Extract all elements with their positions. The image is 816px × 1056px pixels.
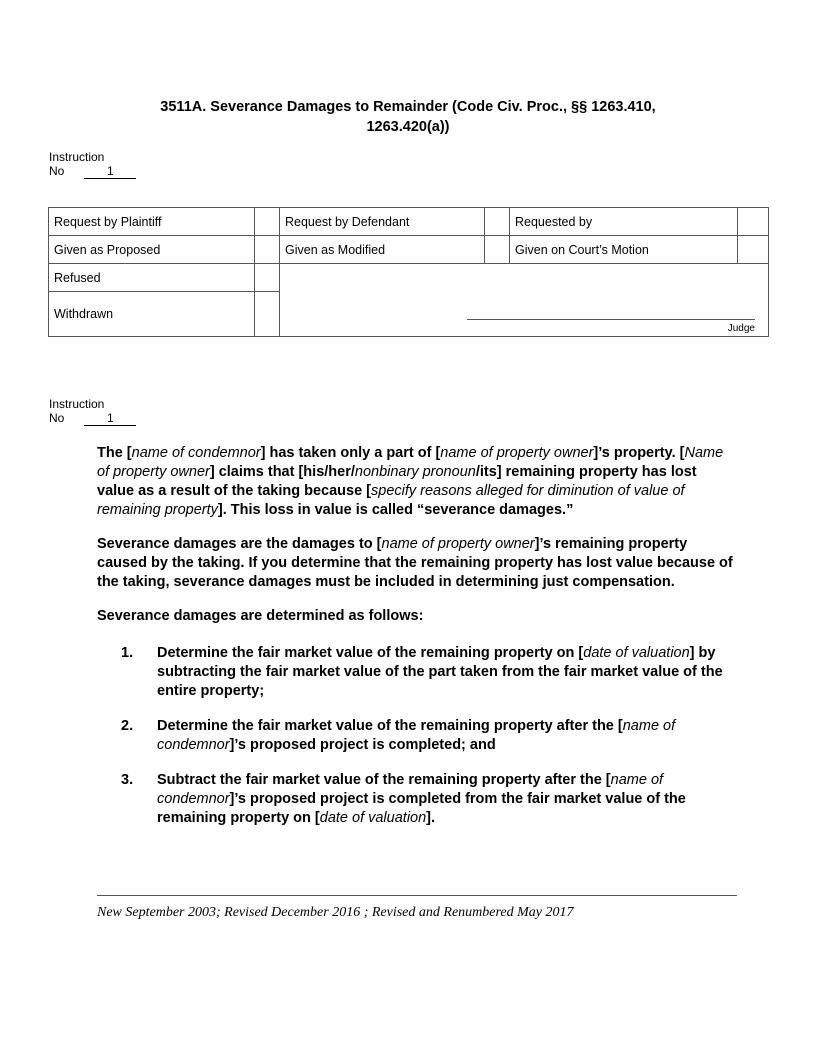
- request-by-plaintiff-label: Request by Plaintiff: [49, 208, 255, 236]
- given-on-courts-motion-checkbox[interactable]: [738, 236, 769, 264]
- paragraph-3: Severance damages are determined as follows:: [97, 608, 424, 624]
- instruction-label: Instruction: [49, 150, 105, 164]
- paragraph-1: The [name of condemnor] has taken only a part of [name of property owner]’s property. [Name of property owner] claims that [his/her/nonbinary pronoun/its] remaining property has lost value as a result of the taking because [specify reasons alleged for diminution of value of remaining property]. This loss in value is called “severance damages.”: [97, 445, 724, 518]
- refused-label: Refused: [49, 264, 255, 292]
- paragraph-2: Severance damages are the damages to [name of property owner]’s remaining property caused by the taking. If you determine that the remaining property has lost value because of the taking, severance damages must be included in determining just compensation.: [97, 536, 733, 590]
- list-item: 2. Determine the fair market value of the remaining property after the [name of condemnor]’s proposed project is completed; and: [121, 718, 676, 753]
- request-by-defendant-label: Request by Defendant: [280, 208, 485, 236]
- withdrawn-label: Withdrawn: [49, 292, 255, 337]
- refused-checkbox[interactable]: [255, 264, 280, 292]
- list-item: 1. Determine the fair market value of the remaining property on [date of valuation] by subtracting the fair market value of the part taken from the fair market value of the entire property;: [121, 645, 723, 699]
- given-as-proposed-label: Given as Proposed: [49, 236, 255, 264]
- given-as-modified-checkbox[interactable]: [485, 236, 510, 264]
- no-label: No: [49, 164, 65, 178]
- withdrawn-checkbox[interactable]: [255, 292, 280, 337]
- instruction-number-2: 1: [84, 412, 136, 426]
- given-on-courts-motion-label: Given on Court’s Motion: [510, 236, 738, 264]
- judge-label: Judge: [727, 323, 755, 334]
- instruction-body: [97, 444, 737, 844]
- instruction-number-block-top: [49, 150, 136, 179]
- request-by-plaintiff-checkbox[interactable]: [255, 208, 280, 236]
- title-line-1: 3511A. Severance Damages to Remainder (Code Civ. Proc., §§ 1263.410,: [160, 99, 656, 115]
- given-as-proposed-checkbox[interactable]: [255, 236, 280, 264]
- judge-signature-line[interactable]: [467, 319, 755, 320]
- instruction-number: 1: [84, 165, 136, 179]
- judge-signature-cell: [280, 264, 769, 337]
- request-table: [48, 207, 769, 337]
- given-as-modified-label: Given as Modified: [280, 236, 485, 264]
- requested-by-label: Requested by: [510, 208, 738, 236]
- instruction-number-block-bottom: [49, 397, 136, 426]
- request-by-defendant-checkbox[interactable]: [485, 208, 510, 236]
- footer-divider: [97, 895, 737, 896]
- instruction-label-2: Instruction: [49, 397, 105, 411]
- requested-by-checkbox[interactable]: [738, 208, 769, 236]
- no-label-2: No: [49, 411, 65, 425]
- list-item: 3. Subtract the fair market value of the remaining property after the [name of condemnor]’s proposed project is completed from the fair market value of the remaining property on [date of valuation].: [121, 772, 686, 826]
- page-title: [0, 97, 816, 137]
- revision-history: New September 2003; Revised December 2016 ; Revised and Renumbered May 2017: [97, 905, 574, 920]
- title-line-2: 1263.420(a)): [366, 119, 450, 135]
- steps-list: [97, 644, 737, 828]
